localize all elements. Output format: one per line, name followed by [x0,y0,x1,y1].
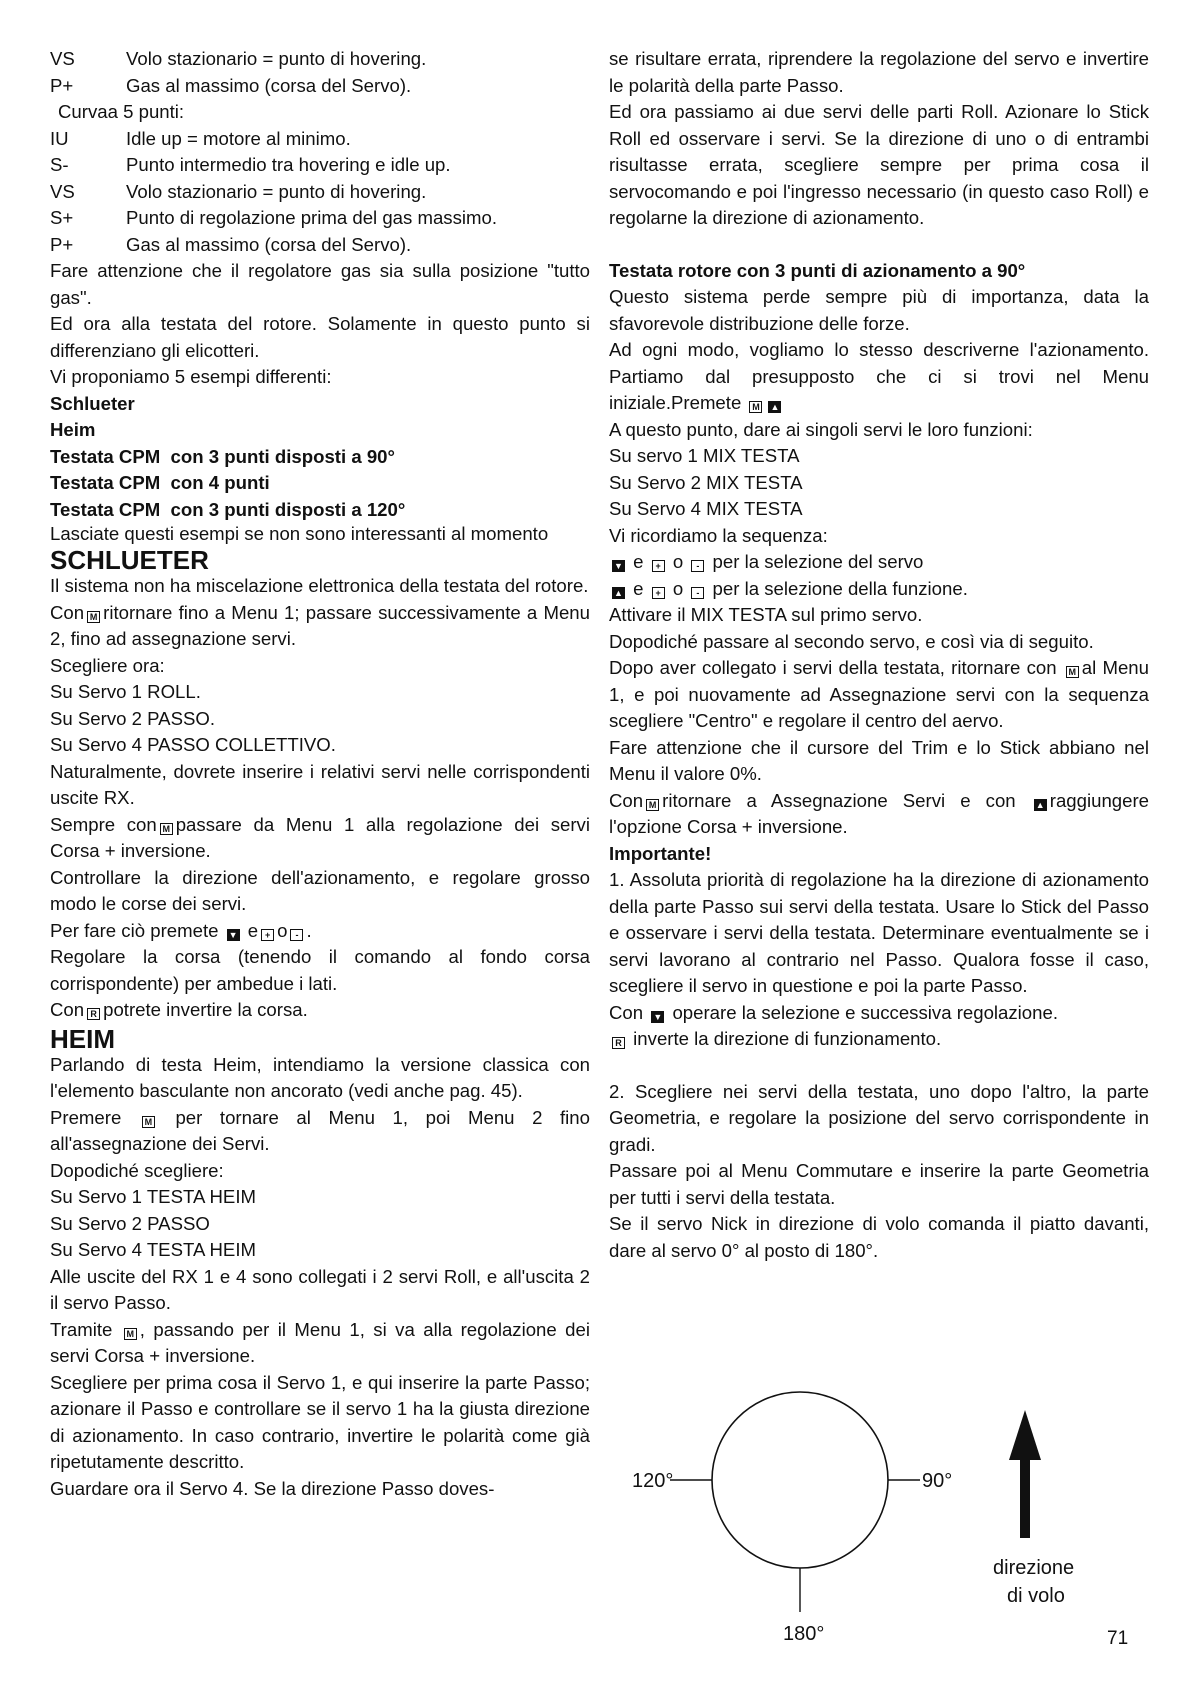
paragraph: Tramite M , passando per il Menu 1, si va alla regolazione dei servi Corsa + inversione. [50,1318,590,1366]
paragraph: Attivare il MIX TESTA sul primo servo. [609,604,923,625]
paragraph: Ed ora alla testata del rotore. Solamente in questo punto si differenziano gli elicotteri. [50,313,590,361]
down-key-icon: ▼ [612,560,625,572]
curve-title: Curvaa 5 punti: [58,101,185,122]
paragraph: Ed ora passiamo ai due servi delle parti Roll. Azionare lo Stick Roll ed osservare i servi. Se la direzione di uno o di entrambi risultasse errata, scegliere sempre per prima cosa il servocomando e poi l'ingresso necessario (in questo caso Roll) e regolarne la direzione di azionamento. [609,101,1149,228]
plus-key-icon: + [652,560,665,572]
left-column [50,46,590,1502]
paragraph: Su Servo 4 TESTA HEIM [50,1239,256,1260]
menu-key-icon: M [749,401,762,413]
menu-key-icon: M [646,799,659,811]
paragraph: Vi proponiamo 5 esempi differenti: [50,366,332,387]
paragraph: Il sistema non ha miscelazione elettronica della testata del rotore. [50,575,589,596]
plus-key-icon: + [261,929,274,941]
paragraph: Lasciate questi esempi se non sono interessanti al momento [50,523,549,544]
down-key-icon: ▼ [651,1011,664,1023]
paragraph: Su Servo 4 MIX TESTA [609,498,803,519]
paragraph: Scegliere ora: [50,654,165,676]
paragraph: Passare poi al Menu Commutare e inserire la parte Geometria per tutti i servi della testata. [609,1160,1149,1208]
direction-label-line2: di volo [1007,1585,1065,1607]
paragraph: Su servo 1 MIX TESTA [609,445,800,466]
paragraph: Questo sistema perde sempre più di importanza, data la sfavorevole distribuzione delle forze. [609,286,1149,334]
menu-key-icon: M [142,1116,155,1128]
paragraph: Sempre con M passare da Menu 1 alla regolazione dei servi Corsa + inversione. [50,813,590,861]
list-item: IU Idle up = motore al minimo. [50,127,351,149]
list-item: P+ Gas al massimo (corsa del Servo). [50,74,412,96]
paragraph: 1. Assoluta priorità di regolazione ha la direzione di azionamento della parte Passo sui servi della testata. Usare lo Stick del Passo e osservare i servi della testata. Determinare eventualmente se i servi lavorano al contrario nel Passo. Qualora fosse il caso, scegliere il servo in questione e poi la parte Passo. [609,869,1149,996]
paragraph: Su Servo 1 ROLL. [50,681,201,702]
section-heading-schlueter: SCHLUETER [50,545,209,575]
paragraph: Su Servo 1 TESTA HEIM [50,1186,256,1207]
menu-key-icon: M [1066,666,1079,678]
list-item: VS Volo stazionario = punto di hovering. [50,180,427,202]
paragraph: Su Servo 2 PASSO. [50,707,216,729]
label-90: 90° [922,1470,953,1492]
paragraph: Parlando di testa Heim, intendiamo la versione classica con l'elemento basculante non ancorato (vedi anche pag. 45). [50,1053,590,1101]
paragraph: Guardare ora il Servo 4. Se la direzione Passo doves- [50,1477,495,1499]
paragraph: Se il servo Nick in direzione di volo comanda il piatto davanti, dare al servo 0° al posto di 180°. [609,1213,1149,1261]
plus-key-icon: + [652,587,665,599]
paragraph: Fare attenzione che il cursore del Trim e lo Stick abbiano nel Menu il valore 0%. [609,736,1149,784]
paragraph: Naturalmente, dovrete inserire i relativi servi nelle corrispondenti uscite RX. [50,760,590,808]
label-120: 120° [632,1470,674,1492]
paragraph: A questo punto, dare ai singoli servi le loro funzioni: [609,418,1033,440]
paragraph: Con R potrete invertire la corsa. [50,999,308,1020]
page-number: 71 [1107,1628,1129,1649]
paragraph: Per fare ciò premete ▼ e + o - . [50,919,312,941]
list-item: P+ Gas al massimo (corsa del Servo). [50,233,412,255]
paragraph: Dopodiché passare al secondo servo, e così via di seguito. [609,630,1094,652]
list-item: S- Punto intermedio tra hovering e idle up. [50,154,451,175]
paragraph: Con ▼ operare la selezione e successiva regolazione. [609,1001,1058,1023]
example-item: Heim [50,419,96,440]
servo-position-diagram [600,1380,1160,1650]
paragraph: Fare attenzione che il regolatore gas sia sulla posizione "tutto gas". [50,260,590,308]
paragraph: Vi ricordiamo la sequenza: [609,524,828,546]
paragraph: ▼ e + o - per la selezione del servo [609,549,1149,576]
label-180: 180° [783,1623,825,1645]
minus-key-icon: - [691,560,704,572]
paragraph: R inverte la direzione di funzionamento. [609,1026,1149,1053]
list-item: VS Volo stazionario = punto di hovering. [50,48,427,69]
paragraph: 2. Scegliere nei servi della testata, uno dopo l'altro, la parte Geometria, e regolare la posizione del servo corrispondente in gradi. [609,1080,1149,1155]
minus-key-icon: - [290,929,303,941]
paragraph: Controllare la direzione dell'azionamento, e regolare grosso modo le corse dei servi. [50,866,590,914]
up-key-icon: ▲ [612,587,625,599]
paragraph: ▲ e + o - per la selezione della funzione. [609,576,1149,603]
direction-label-line1: direzione [993,1557,1075,1579]
minus-key-icon: - [691,587,704,599]
right-column [609,46,1149,1264]
menu-key-icon: M [160,823,173,835]
reverse-key-icon: R [87,1008,100,1020]
up-key-icon: ▲ [768,401,781,413]
section-heading-3-points: Testata rotore con 3 punti di azionamento a 90° [609,259,1026,281]
paragraph: Alle uscite del RX 1 e 4 sono collegati i 2 servi Roll, e all'uscita 2 il servo Passo. [50,1265,590,1313]
paragraph: Su Servo 2 PASSO [50,1212,210,1234]
paragraph: Ad ogni modo, vogliamo lo stesso descriverne l'azionamento. Partiamo dal presupposto che ci si trovi nel Menu iniziale.Premete M ▲ [609,339,1149,413]
paragraph: Su Servo 4 PASSO COLLETTIVO. [50,734,336,755]
example-item: Testata CPM con 3 punti disposti a 120° [50,498,406,520]
important-label: Importante! [609,842,712,864]
flight-direction-arrow-icon [1009,1410,1041,1538]
example-item: Testata CPM con 4 punti [50,472,270,493]
paragraph: Con M ritornare fino a Menu 1; passare successivamente a Menu 2, fino ad assegnazione servi. [50,601,590,649]
paragraph: Con M ritornare a Assegnazione Servi e con ▲ raggiungere l'opzione Corsa + inversione. [609,789,1150,837]
example-item: Testata CPM con 3 punti disposti a 90° [50,445,395,467]
example-item: Schlueter [50,392,135,414]
down-key-icon: ▼ [227,929,240,941]
paragraph: Dopo aver collegato i servi della testata, ritornare con M al Menu 1, e poi nuovamente ad Assegnazione servi con la sequenza scegliere "Centro" e regolare il centro del aervo. [609,657,1149,731]
reverse-key-icon: R [612,1037,625,1049]
section-heading-heim: HEIM [50,1023,115,1054]
menu-key-icon: M [87,611,100,623]
paragraph: Premere M per tornare al Menu 1, poi Menu 2 fino all'assegnazione dei Servi. [50,1106,590,1154]
up-key-icon: ▲ [1034,799,1047,811]
list-item: S+ Punto di regolazione prima del gas massimo. [50,207,498,228]
menu-key-icon: M [124,1328,137,1340]
paragraph: Su Servo 2 MIX TESTA [609,471,803,493]
paragraph: Scegliere per prima cosa il Servo 1, e qui inserire la parte Passo; azionare il Passo e controllare se il servo 1 ha la giusta direzione di azionamento. In caso contrario, invertire le polarità come già ripetutamente descritto. [50,1371,590,1472]
paragraph: Regolare la corsa (tenendo il comando al fondo corsa corrispondente) per ambedue i lati. [50,946,590,994]
paragraph: Dopodiché scegliere: [50,1159,224,1181]
rotor-circle [712,1392,888,1568]
paragraph: se risultare errata, riprendere la regolazione del servo e invertire le polarità della parte Passo. [609,48,1149,96]
